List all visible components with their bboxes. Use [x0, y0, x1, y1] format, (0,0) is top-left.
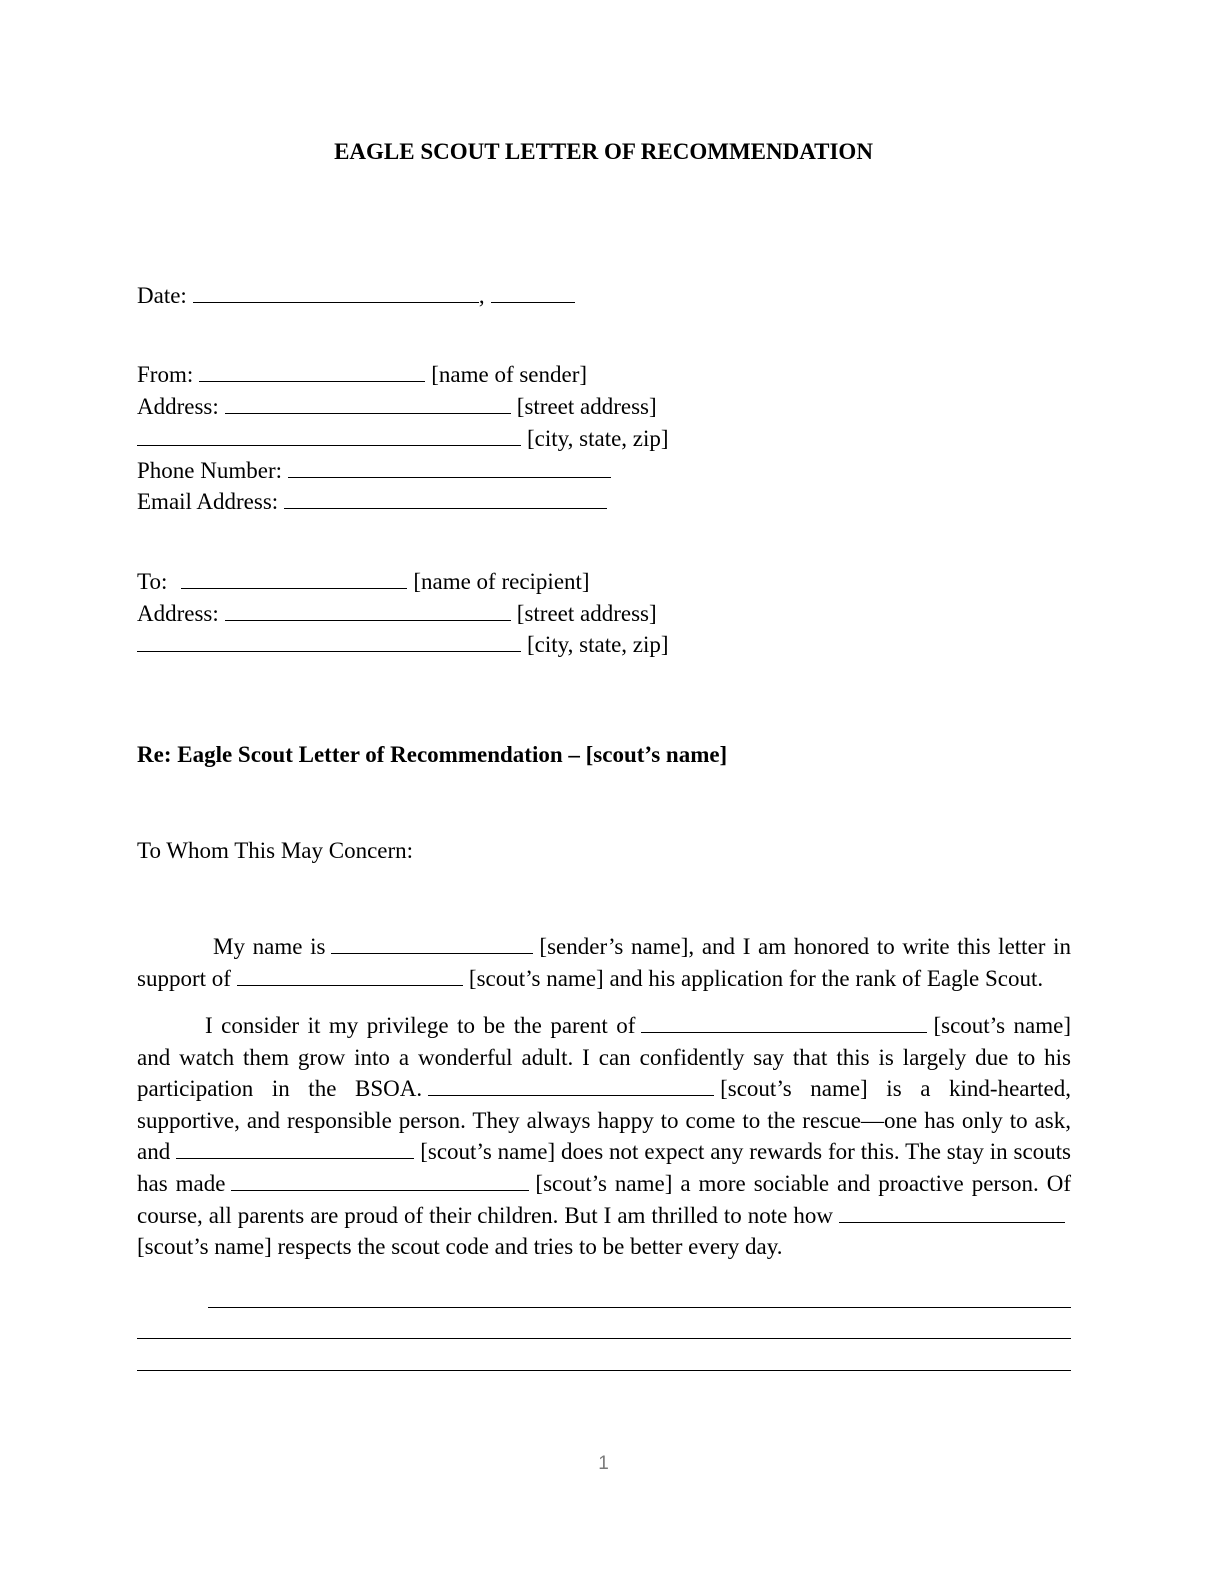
date-year-blank[interactable]: [491, 282, 575, 303]
scout-name-blank-5[interactable]: [231, 1170, 529, 1191]
to-address-label: Address:: [137, 601, 219, 626]
scout-name-blank-1[interactable]: [237, 965, 463, 986]
to-street-hint: [street address]: [516, 601, 657, 626]
phone-blank[interactable]: [288, 457, 611, 478]
scout-name-blank-2[interactable]: [641, 1012, 927, 1033]
date-label: Date:: [137, 283, 187, 308]
scout-name-blank-3[interactable]: [428, 1075, 714, 1096]
salutation: To Whom This May Concern:: [137, 838, 414, 863]
to-line: [137, 566, 590, 598]
email-blank[interactable]: [284, 488, 607, 509]
from-city-blank[interactable]: [137, 425, 521, 446]
re-line: Re: Eagle Scout Letter of Recommendation – [scout’s name]: [137, 742, 728, 767]
recipient-name-blank[interactable]: [181, 568, 407, 589]
paragraph-2: [137, 1010, 1071, 1263]
paragraph-2-text-2: [scout’s name] and watch them grow into a wonderful adult. I can confidently say that this is largely due to his participation in the BSOA.: [137, 1013, 1071, 1102]
to-street-blank[interactable]: [225, 600, 511, 621]
paragraph-2-text-4: [scout’s name] does not expect any rewards for this. The stay in scouts has made: [137, 1139, 1071, 1196]
paragraph-2-text-3: [scout’s name] is a kind-hearted, supportive, and responsible person. They always happy to come to the rescue—one has only to ask, and: [137, 1076, 1072, 1165]
writing-line-1[interactable]: [208, 1307, 1071, 1308]
date-month-day-blank[interactable]: [193, 282, 479, 303]
sender-name-hint: [name of sender]: [431, 362, 588, 387]
writing-line-2[interactable]: [137, 1338, 1071, 1339]
from-street-blank[interactable]: [225, 393, 511, 414]
to-address-line: [137, 598, 657, 630]
page-number: 1: [598, 1453, 609, 1474]
to-city-blank[interactable]: [137, 631, 521, 652]
date-line: [137, 280, 581, 312]
scout-name-blank-4[interactable]: [176, 1138, 414, 1159]
from-label: From:: [137, 362, 194, 387]
from-line: [137, 359, 587, 391]
writing-line-3[interactable]: [137, 1370, 1071, 1371]
email-label: Email Address:: [137, 489, 279, 514]
sender-name-inline-blank[interactable]: [331, 933, 533, 954]
to-city-hint: [city, state, zip]: [527, 632, 669, 657]
from-city-line: [137, 423, 669, 455]
paragraph-1: [137, 931, 1071, 994]
to-label: To:: [137, 569, 168, 594]
from-address-line: [137, 391, 657, 423]
phone-line: [137, 455, 617, 487]
to-city-line: [137, 629, 669, 661]
scout-name-blank-6[interactable]: [839, 1202, 1065, 1223]
document-title: EAGLE SCOUT LETTER OF RECOMMENDATION: [334, 139, 873, 164]
paragraph-1-text-3: [scout’s name] and his application for the rank of Eagle Scout.: [468, 965, 1044, 991]
date-separator: ,: [478, 283, 485, 308]
from-city-hint: [city, state, zip]: [527, 426, 669, 451]
paragraph-2-text-6: [scout’s name] respects the scout code and tries to be better every day.: [137, 1234, 783, 1260]
paragraph-1-text-2: [sender’s name], and I am honored to write this letter in support of: [137, 934, 1071, 991]
sender-name-blank[interactable]: [199, 361, 425, 382]
from-street-hint: [street address]: [516, 394, 657, 419]
paragraph-2-text-1: I consider it my privilege to be the parent of: [205, 1013, 636, 1038]
paragraph-1-text-1: My name is: [213, 934, 326, 959]
from-address-label: Address:: [137, 394, 219, 419]
paragraph-2-text-5: [scout’s name] a more sociable and proactive person. Of course, all parents are proud of their children. But I am thrilled to note how: [137, 1170, 1071, 1228]
phone-label: Phone Number:: [137, 458, 283, 483]
email-line: [137, 486, 613, 518]
recipient-name-hint: [name of recipient]: [413, 569, 590, 594]
